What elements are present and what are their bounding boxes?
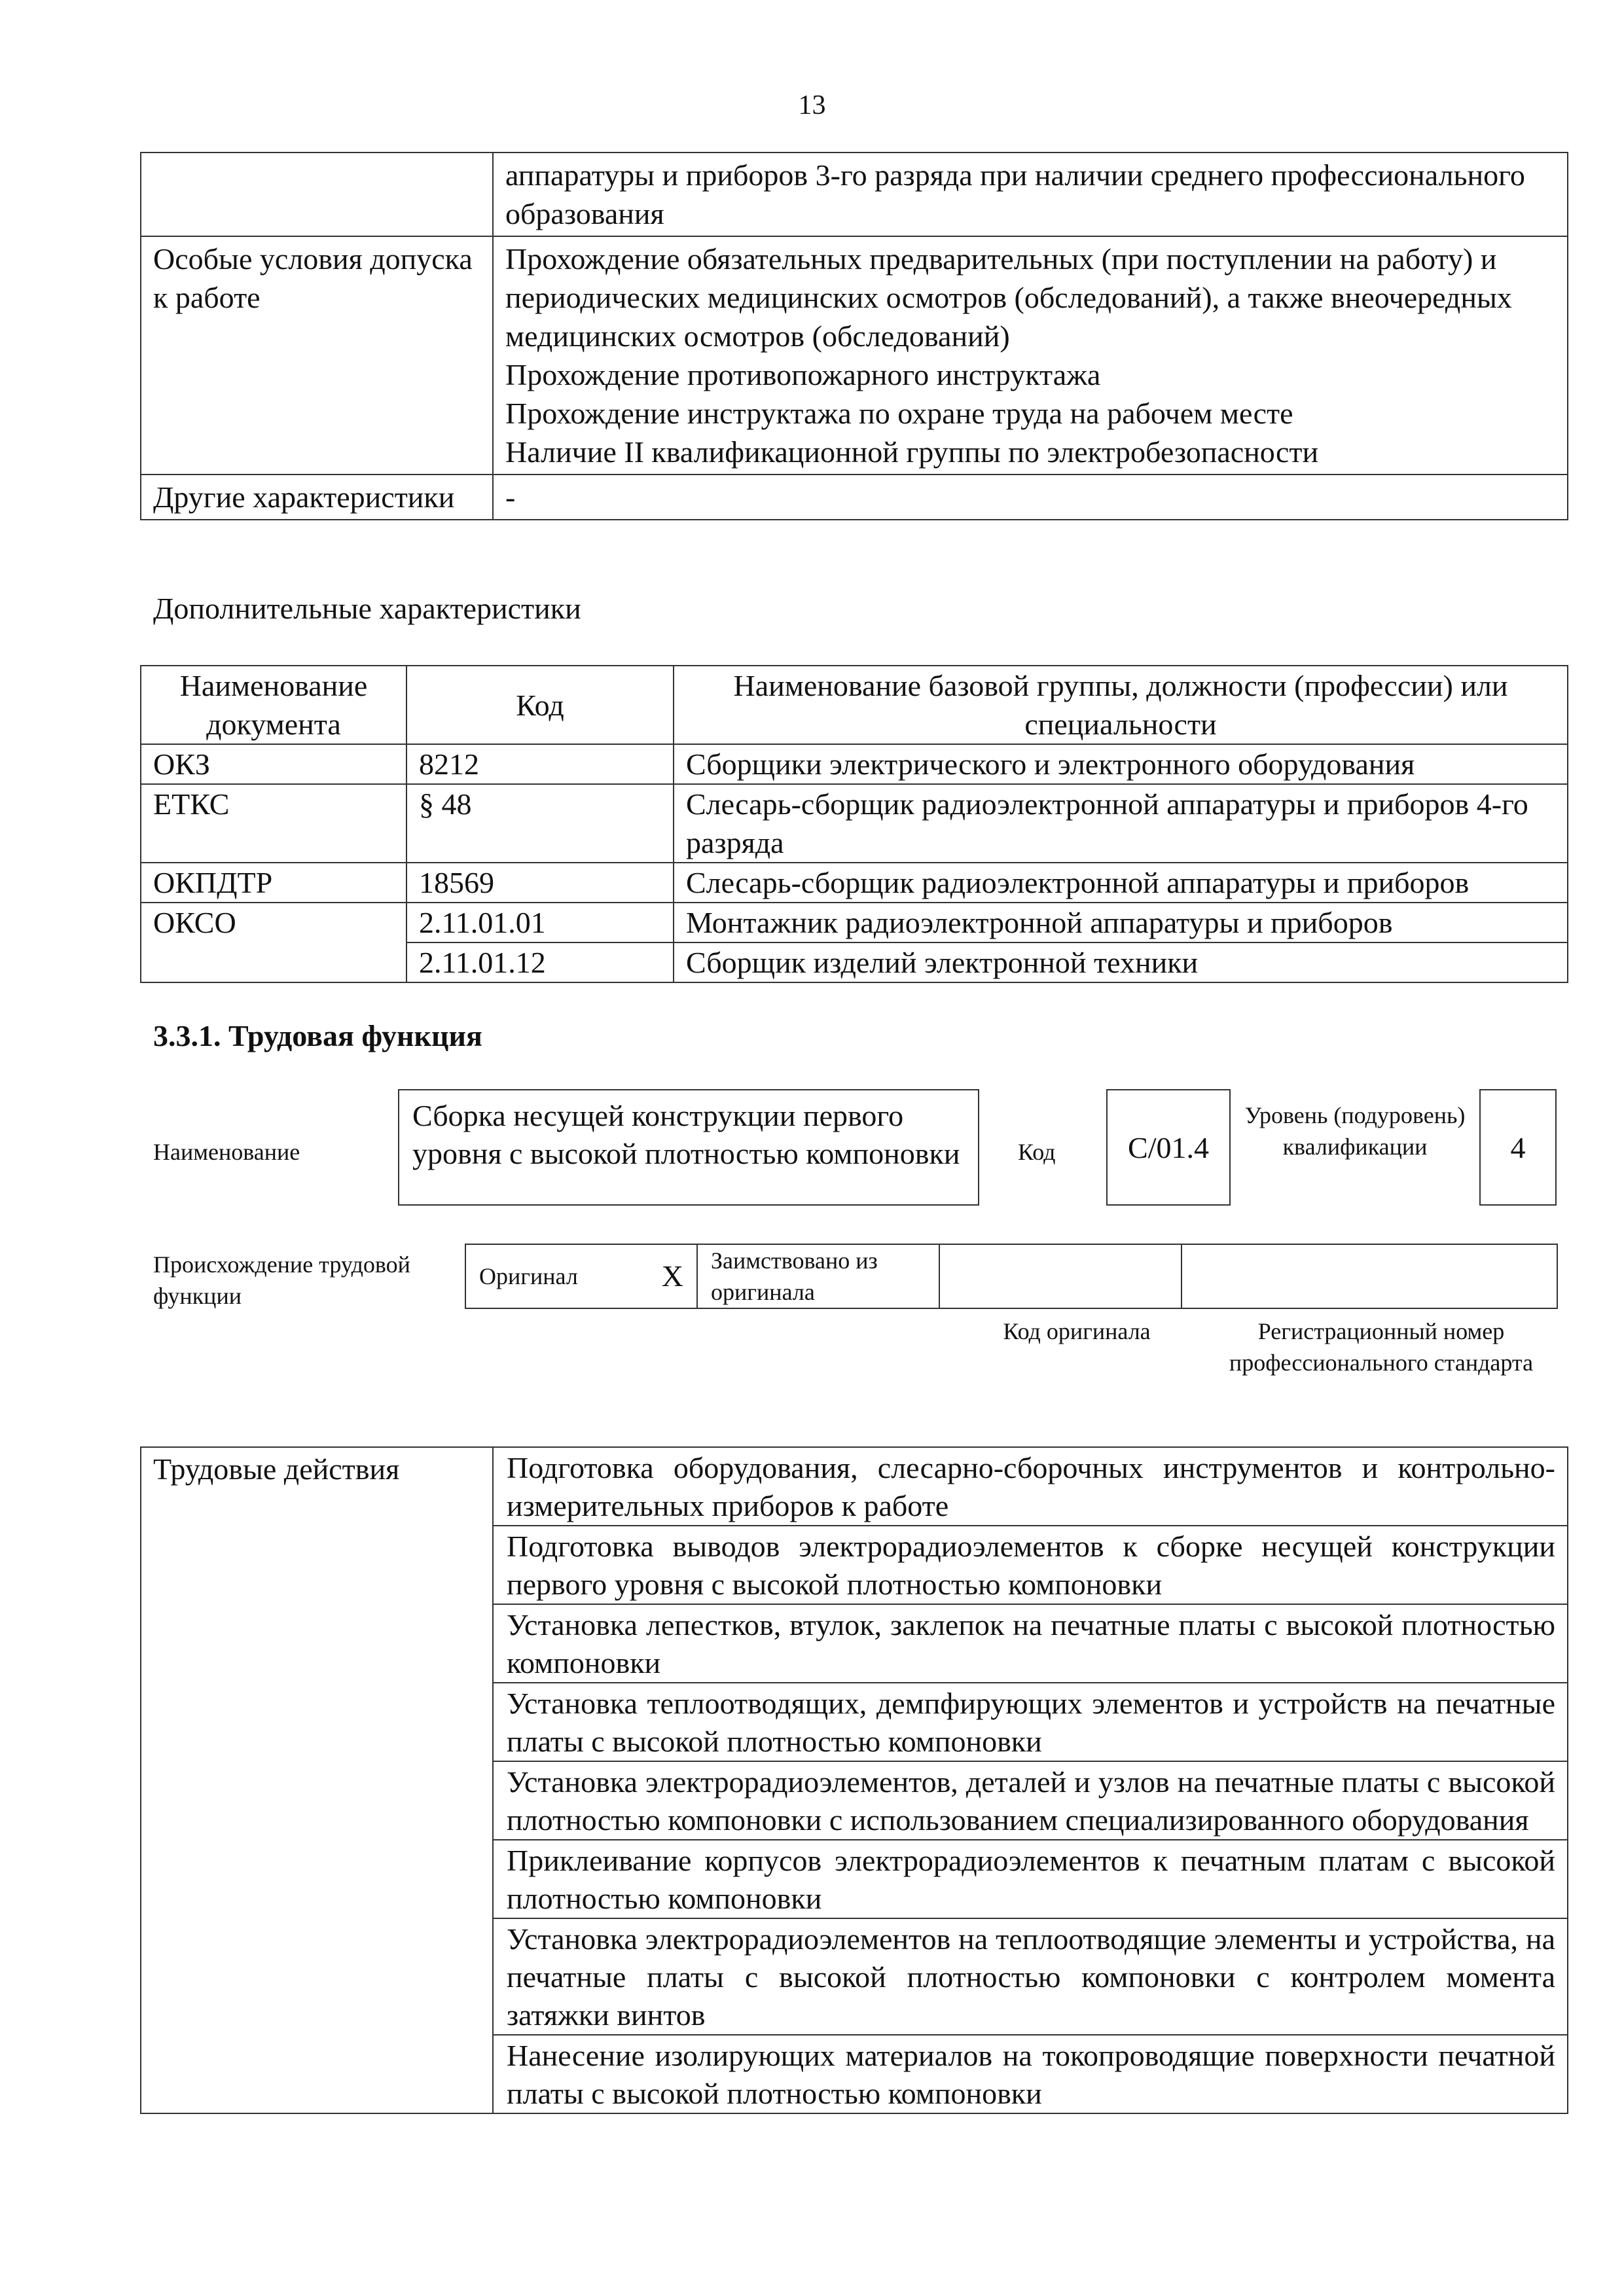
original-code-caption: Код оригинала [1003, 1318, 1151, 1344]
labor-actions-table [140, 1446, 1568, 2114]
requirements-table [140, 152, 1568, 520]
row-line: аппаратуры и приборов 3-го разряда при наличии среднего профессионального образования [505, 158, 1525, 230]
extra-characteristics-title: Дополнительные характеристики [153, 592, 581, 625]
function-heading: 3.3.1. Трудовая функция [153, 1019, 482, 1052]
table-header-row [141, 666, 1568, 744]
table-row [141, 236, 1568, 475]
table-row [465, 1244, 1557, 1308]
level-box: 4 [1479, 1089, 1557, 1206]
action-item: Приклеивание корпусов электрорадиоэлементов к печатным платам с высокой плотностью компоновки [493, 1840, 1568, 1918]
code-cell: § 48 [406, 784, 674, 863]
borrowed-cell: Заимствовано из оригинала [697, 1244, 939, 1308]
code-cell: 2.11.01.01 [406, 903, 674, 942]
code-cell: 18569 [406, 863, 674, 903]
name-cell: Слесарь-сборщик радиоэлектронной аппаратуры и приборов [674, 863, 1568, 903]
code-cell: 8212 [406, 744, 674, 784]
column-header: Наименование документа [141, 666, 406, 744]
origin-label: Происхождение трудовой функции [153, 1251, 410, 1309]
page-number: 13 [798, 90, 826, 120]
level-label: Уровень (подуровень) квалификации [1244, 1102, 1466, 1160]
row-line: Прохождение противопожарного инструктажа [505, 358, 1101, 391]
doc-cell: ОКЗ [141, 744, 406, 784]
name-label: Наименование [153, 1139, 300, 1165]
original-mark: X [661, 1259, 683, 1293]
table-row [141, 744, 1568, 784]
table-row [141, 784, 1568, 863]
action-item: Установка лепестков, втулок, заклепок на печатные платы с высокой плотностью компоновки [493, 1604, 1568, 1683]
original-label: Оригинал [479, 1263, 578, 1289]
row-line: Прохождение обязательных предварительных (при поступлении на работу) и периодических медицинских осмотров (обследований), а также внеочередных медицинских осмотров (обследований) [505, 242, 1512, 353]
column-header: Код [406, 666, 674, 744]
action-item: Нанесение изолирующих материалов на токопроводящие поверхности печатной платы с высокой плотностью компоновки [493, 2035, 1568, 2113]
code-label: Код [1018, 1139, 1056, 1165]
registration-number-cell [1182, 1244, 1557, 1308]
doc-cell: ОКСО [141, 903, 406, 982]
function-code-box: C/01.4 [1106, 1089, 1231, 1206]
function-name-box: Сборка несущей конструкции первого уровня с высокой плотностью компоновки [398, 1089, 979, 1206]
column-header: Наименование базовой группы, должности (профессии) или специальности [674, 666, 1568, 744]
registration-number-caption: Регистрационный номер профессионального стандарта [1229, 1318, 1534, 1376]
name-cell: Сборщики электрического и электронного оборудования [674, 744, 1568, 784]
row-line: Наличие II квалификационной группы по электробезопасности [505, 435, 1319, 469]
classifiers-table [140, 665, 1568, 983]
row-line: Прохождение инструктажа по охране труда на рабочем месте [505, 397, 1293, 430]
table-row [141, 863, 1568, 903]
origin-table [465, 1244, 1558, 1309]
row-label [141, 152, 493, 236]
name-cell: Сборщик изделий электронной техники [674, 942, 1568, 982]
row-label: Особые условия допуска к работе [141, 236, 493, 475]
original-cell [465, 1244, 697, 1308]
action-item: Подготовка выводов электрорадиоэлементов к сборке несущей конструкции первого уровня с высокой плотностью компоновки [493, 1526, 1568, 1604]
original-code-cell [939, 1244, 1182, 1308]
name-cell: Слесарь-сборщик радиоэлектронной аппаратуры и приборов 4-го разряда [674, 784, 1568, 863]
table-row [141, 152, 1568, 236]
row-value [493, 475, 1568, 520]
doc-cell: ЕТКС [141, 784, 406, 863]
action-item: Установка теплоотводящих, демпфирующих элементов и устройств на печатные платы с высокой плотностью компоновки [493, 1683, 1568, 1761]
action-item: Подготовка оборудования, слесарно-сборочных инструментов и контрольно-измерительных приборов к работе [493, 1447, 1568, 1526]
row-value [493, 236, 1568, 475]
action-item: Установка электрорадиоэлементов на теплоотводящие элементы и устройства, на печатные платы с высокой плотностью компоновки с контролем момента затяжки винтов [493, 1918, 1568, 2035]
table-row [141, 903, 1568, 942]
labor-actions-label: Трудовые действия [141, 1447, 493, 2113]
row-label: Другие характеристики [141, 475, 493, 520]
doc-cell: ОКПДТР [141, 863, 406, 903]
table-row [141, 1447, 1568, 1526]
table-row [141, 475, 1568, 520]
row-line: - [505, 480, 516, 514]
name-cell: Монтажник радиоэлектронной аппаратуры и приборов [674, 903, 1568, 942]
row-value [493, 152, 1568, 236]
code-cell: 2.11.01.12 [406, 942, 674, 982]
action-item: Установка электрорадиоэлементов, деталей и узлов на печатные платы с высокой плотностью компоновки с использованием специализированного оборудования [493, 1761, 1568, 1840]
